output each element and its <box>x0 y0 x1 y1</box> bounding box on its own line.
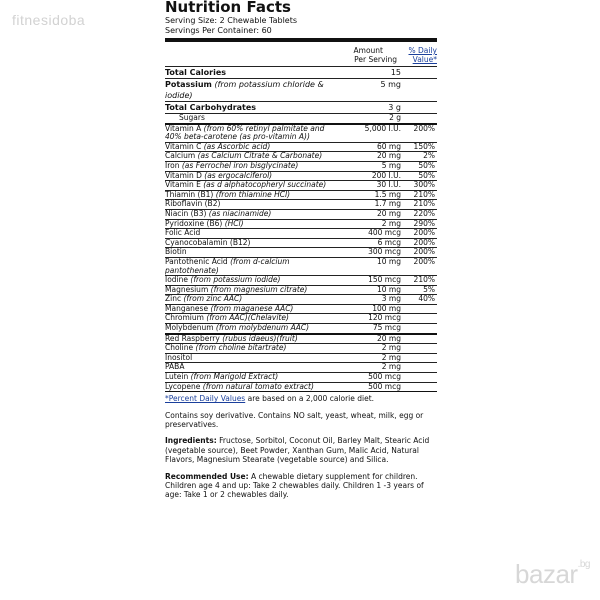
nutrient-amount: 10 mg <box>377 256 401 266</box>
watermark-top: fitnesidoba <box>12 12 86 28</box>
nutrient-name: Folic Acid <box>165 228 201 238</box>
nutrient-row <box>165 209 437 219</box>
nutrient-row <box>165 151 437 161</box>
nutrient-name: Chromium <box>165 313 204 323</box>
nutrient-row <box>165 199 437 209</box>
nutrient-name: Potassium <box>165 80 212 89</box>
nutrient-name: Vitamin C <box>165 141 202 151</box>
nutrient-source: (from choline bitartrate) <box>195 343 287 353</box>
nutrient-source: (from thiamine HCl) <box>215 189 291 199</box>
nutrient-row <box>165 372 437 382</box>
nutrient-amount: 10 mg <box>377 284 401 294</box>
watermark-bottom-tld: .bg <box>577 559 590 570</box>
nutrient-source: (from AAC)(Chelavite) <box>206 313 289 323</box>
serving-size: Serving Size: 2 Chewable Tablets <box>165 16 298 25</box>
nutrient-source: (from maganese AAC) <box>210 303 294 313</box>
nutrient-daily-value: 210% <box>413 199 435 209</box>
nutrient-amount: 400 mcg <box>368 228 401 238</box>
nutrient-row <box>165 161 437 171</box>
nutrient-amount: 1.5 mg <box>374 189 401 199</box>
daily-value-header-link[interactable]: % Daily <box>408 46 437 55</box>
nutrient-row <box>165 228 437 238</box>
nutrient-row <box>165 219 437 229</box>
nutrient-amount: 3 g <box>388 103 401 112</box>
footnote <box>165 394 437 403</box>
nutrient-amount: 120 mcg <box>368 313 401 323</box>
nutrient-row <box>165 343 437 353</box>
nutrient-amount: 200 I.U. <box>371 170 401 180</box>
nutrient-name: Inositol <box>165 352 193 362</box>
nutrient-amount: 20 mg <box>377 151 401 161</box>
percent-daily-values-link[interactable]: *Percent Daily Values <box>165 394 246 404</box>
nutrient-row <box>165 142 437 152</box>
recommended-use-text: A chewable dietary supplement for children. Children age 4 and up: Take 2 chewables daily. Children 1 -3 years of age: Take 1 or 2 chewables daily. <box>165 471 424 500</box>
nutrient-amount: 20 mg <box>377 208 401 218</box>
nutrient-amount: 2 mg <box>381 343 401 353</box>
nutrient-amount: 500 mcg <box>368 381 401 391</box>
ingredients-label: Ingredients: <box>165 436 217 446</box>
nutrient-name: Manganese <box>165 303 209 313</box>
nutrient-daily-value: 210% <box>413 275 435 285</box>
table-bottom-rule <box>165 391 437 392</box>
nutrient-name: Thiamin (B1) <box>165 189 214 199</box>
nutrient-source: (from zinc AAC) <box>183 294 243 304</box>
nutrient-amount: 2 g <box>389 113 401 122</box>
nutrient-name: Total Carbohydrates <box>165 103 257 112</box>
nutrient-amount: 30 I.U. <box>376 180 401 190</box>
nutrient-amount: 15 <box>390 68 401 77</box>
nutrient-name: Pyridoxine (B6) <box>165 218 223 228</box>
nutrient-source: (from potassium iodide) <box>190 275 281 285</box>
nutrient-daily-value: 210% <box>413 189 435 199</box>
nutrient-name: Red Raspberry <box>165 333 220 343</box>
per-serving-header: Per Serving <box>354 55 397 64</box>
nutrient-name: Iodine <box>165 275 189 285</box>
nutrient-name: Riboflavin (B2) <box>165 199 221 209</box>
nutrient-daily-value: 40% <box>418 294 435 304</box>
nutrient-row <box>165 257 437 275</box>
nutrient-row <box>165 353 437 363</box>
recommended-use-label: Recommended Use: <box>165 471 249 481</box>
nutrient-source: (from Marigold Extract) <box>190 372 279 382</box>
nutrient-source: (rubus idaeus)(fruit) <box>222 333 298 343</box>
nutrient-row <box>165 382 437 392</box>
nutrient-source: (as d alphatocopheryl succinate) <box>203 180 327 190</box>
nutrient-daily-value: 200% <box>413 123 435 133</box>
nutrient-source: (as Calcium Citrate & Carbonate) <box>197 151 323 161</box>
nutrient-row <box>165 304 437 314</box>
nutrient-amount: 2 mg <box>381 362 401 372</box>
nutrient-amount: 6 mcg <box>377 237 401 247</box>
nutrient-daily-value: 300% <box>413 180 435 190</box>
nutrient-amount: 300 mcg <box>368 247 401 257</box>
nutrient-amount: 150 mcg <box>368 275 401 285</box>
column-header <box>165 44 437 66</box>
nutrient-name: Niacin (B3) <box>165 208 207 218</box>
daily-value-header-link-2[interactable]: Value* <box>412 55 437 64</box>
nutrient-name: Vitamin A <box>165 123 202 133</box>
nutrient-source: (as ergocalciferol) <box>204 170 273 180</box>
label-footer <box>165 394 437 500</box>
watermark-bottom <box>515 559 590 590</box>
nutrient-name: Sugars <box>179 113 205 122</box>
nutrient-name: Cyanocobalamin (B12) <box>165 237 251 247</box>
nutrient-source: (as niacinamide) <box>208 208 272 218</box>
nutrient-name: Lycopene <box>165 381 201 391</box>
nutrient-amount: 1.7 mg <box>374 199 401 209</box>
nutrient-daily-value: 290% <box>413 218 435 228</box>
nutrient-source: (from d-calcium pantothenate) <box>165 256 290 275</box>
nutrient-name: Total Calories <box>165 68 227 77</box>
nutrient-name: Molybdenum <box>165 323 214 333</box>
nutrient-row <box>165 113 437 123</box>
nutrient-name: Choline <box>165 343 194 353</box>
nutrient-source: (HCl) <box>224 218 244 228</box>
nutrient-row <box>165 323 437 333</box>
nutrition-facts-panel <box>165 0 437 600</box>
nutrient-row <box>165 247 437 257</box>
nutrient-amount: 5,000 I.U. <box>364 123 401 133</box>
nutrient-row <box>165 180 437 190</box>
nutrient-amount: 3 mg <box>381 294 401 304</box>
nutrient-amount: 2 mg <box>381 352 401 362</box>
nutrient-row <box>165 171 437 181</box>
nutrient-daily-value: 200% <box>413 237 435 247</box>
watermark-bottom-main: bazar <box>515 559 578 589</box>
nutrient-name: Iron <box>165 160 180 170</box>
nutrient-name: Lutein <box>165 372 189 382</box>
nutrient-source: (from 60% retinyl palmitate and 40% beta-carotene (as pro-vitamin A)) <box>165 123 325 142</box>
ingredients-text: Fructose, Sorbitol, Coconut Oil, Barley Malt, Stearic Acid (vegetable source), Beet Powder, Xanthan Gum, Malic Acid, Natural Flavors, Magnesium Stearate (vegetable source) and Silica. <box>165 436 430 465</box>
nutrient-amount: 2 mg <box>381 218 401 228</box>
nutrient-daily-value: 2% <box>423 151 435 161</box>
nutrient-daily-value: 200% <box>413 228 435 238</box>
servings-per-container: Servings Per Container: 60 <box>165 26 272 35</box>
nutrient-source: (as Ascorbic acid) <box>203 141 271 151</box>
nutrient-row <box>165 362 437 372</box>
footnote-text: are based on a 2,000 calorie diet. <box>245 394 375 404</box>
nutrient-daily-value: 150% <box>413 141 435 151</box>
nutrient-daily-value: 50% <box>418 170 435 180</box>
allergen-statement: Contains soy derivative. Contains NO salt, yeast, wheat, milk, egg or preservatives. <box>165 410 424 430</box>
nutrient-amount: 20 mg <box>377 333 401 343</box>
ingredients <box>165 436 437 464</box>
nutrient-name: Pantothenic Acid <box>165 256 228 266</box>
nutrient-daily-value: 200% <box>413 247 435 257</box>
nutrient-row <box>165 101 437 113</box>
nutrient-amount: 5 mg <box>380 80 401 89</box>
nutrient-daily-value: 50% <box>418 160 435 170</box>
nutrient-source: (as Ferrochel iron bisglycinate) <box>181 160 299 170</box>
nutrient-source: (from magnesium citrate) <box>210 284 308 294</box>
nutrient-name: Calcium <box>165 151 196 161</box>
nutrient-row <box>165 333 437 344</box>
nutrient-row <box>165 78 437 101</box>
thick-divider <box>165 38 437 42</box>
nutrient-name: Vitamin E <box>165 180 201 190</box>
nutrient-source: (from natural tomato extract) <box>202 381 314 391</box>
nutrient-row <box>165 313 437 323</box>
nutrient-name: Biotin <box>165 247 187 257</box>
nutrient-source: (from potassium chloride & iodide) <box>165 80 324 100</box>
nutrient-row <box>165 123 437 142</box>
nutrient-row <box>165 294 437 304</box>
nutrient-name: Zinc <box>165 294 182 304</box>
nutrient-source: (from molybdenum AAC) <box>215 323 310 333</box>
nutrient-table <box>165 66 437 391</box>
nutrient-row <box>165 285 437 295</box>
nutrient-row <box>165 238 437 248</box>
nutrition-facts-title: Nutrition Facts <box>165 0 291 16</box>
nutrient-daily-value: 5% <box>423 284 435 294</box>
nutrient-amount: 75 mcg <box>372 323 401 333</box>
nutrient-name: Magnesium <box>165 284 209 294</box>
nutrient-daily-value: 200% <box>413 256 435 266</box>
amount-header: Amount <box>353 46 383 55</box>
nutrient-name: PABA <box>165 362 185 372</box>
nutrient-daily-value: 220% <box>413 208 435 218</box>
nutrient-amount: 5 mg <box>381 160 401 170</box>
nutrient-name: Vitamin D <box>165 170 202 180</box>
nutrient-amount: 100 mg <box>372 303 401 313</box>
recommended-use <box>165 472 437 500</box>
nutrient-row <box>165 190 437 200</box>
nutrient-row <box>165 275 437 285</box>
nutrient-amount: 500 mcg <box>368 372 401 382</box>
nutrient-row <box>165 66 437 78</box>
nutrient-amount: 60 mg <box>377 141 401 151</box>
